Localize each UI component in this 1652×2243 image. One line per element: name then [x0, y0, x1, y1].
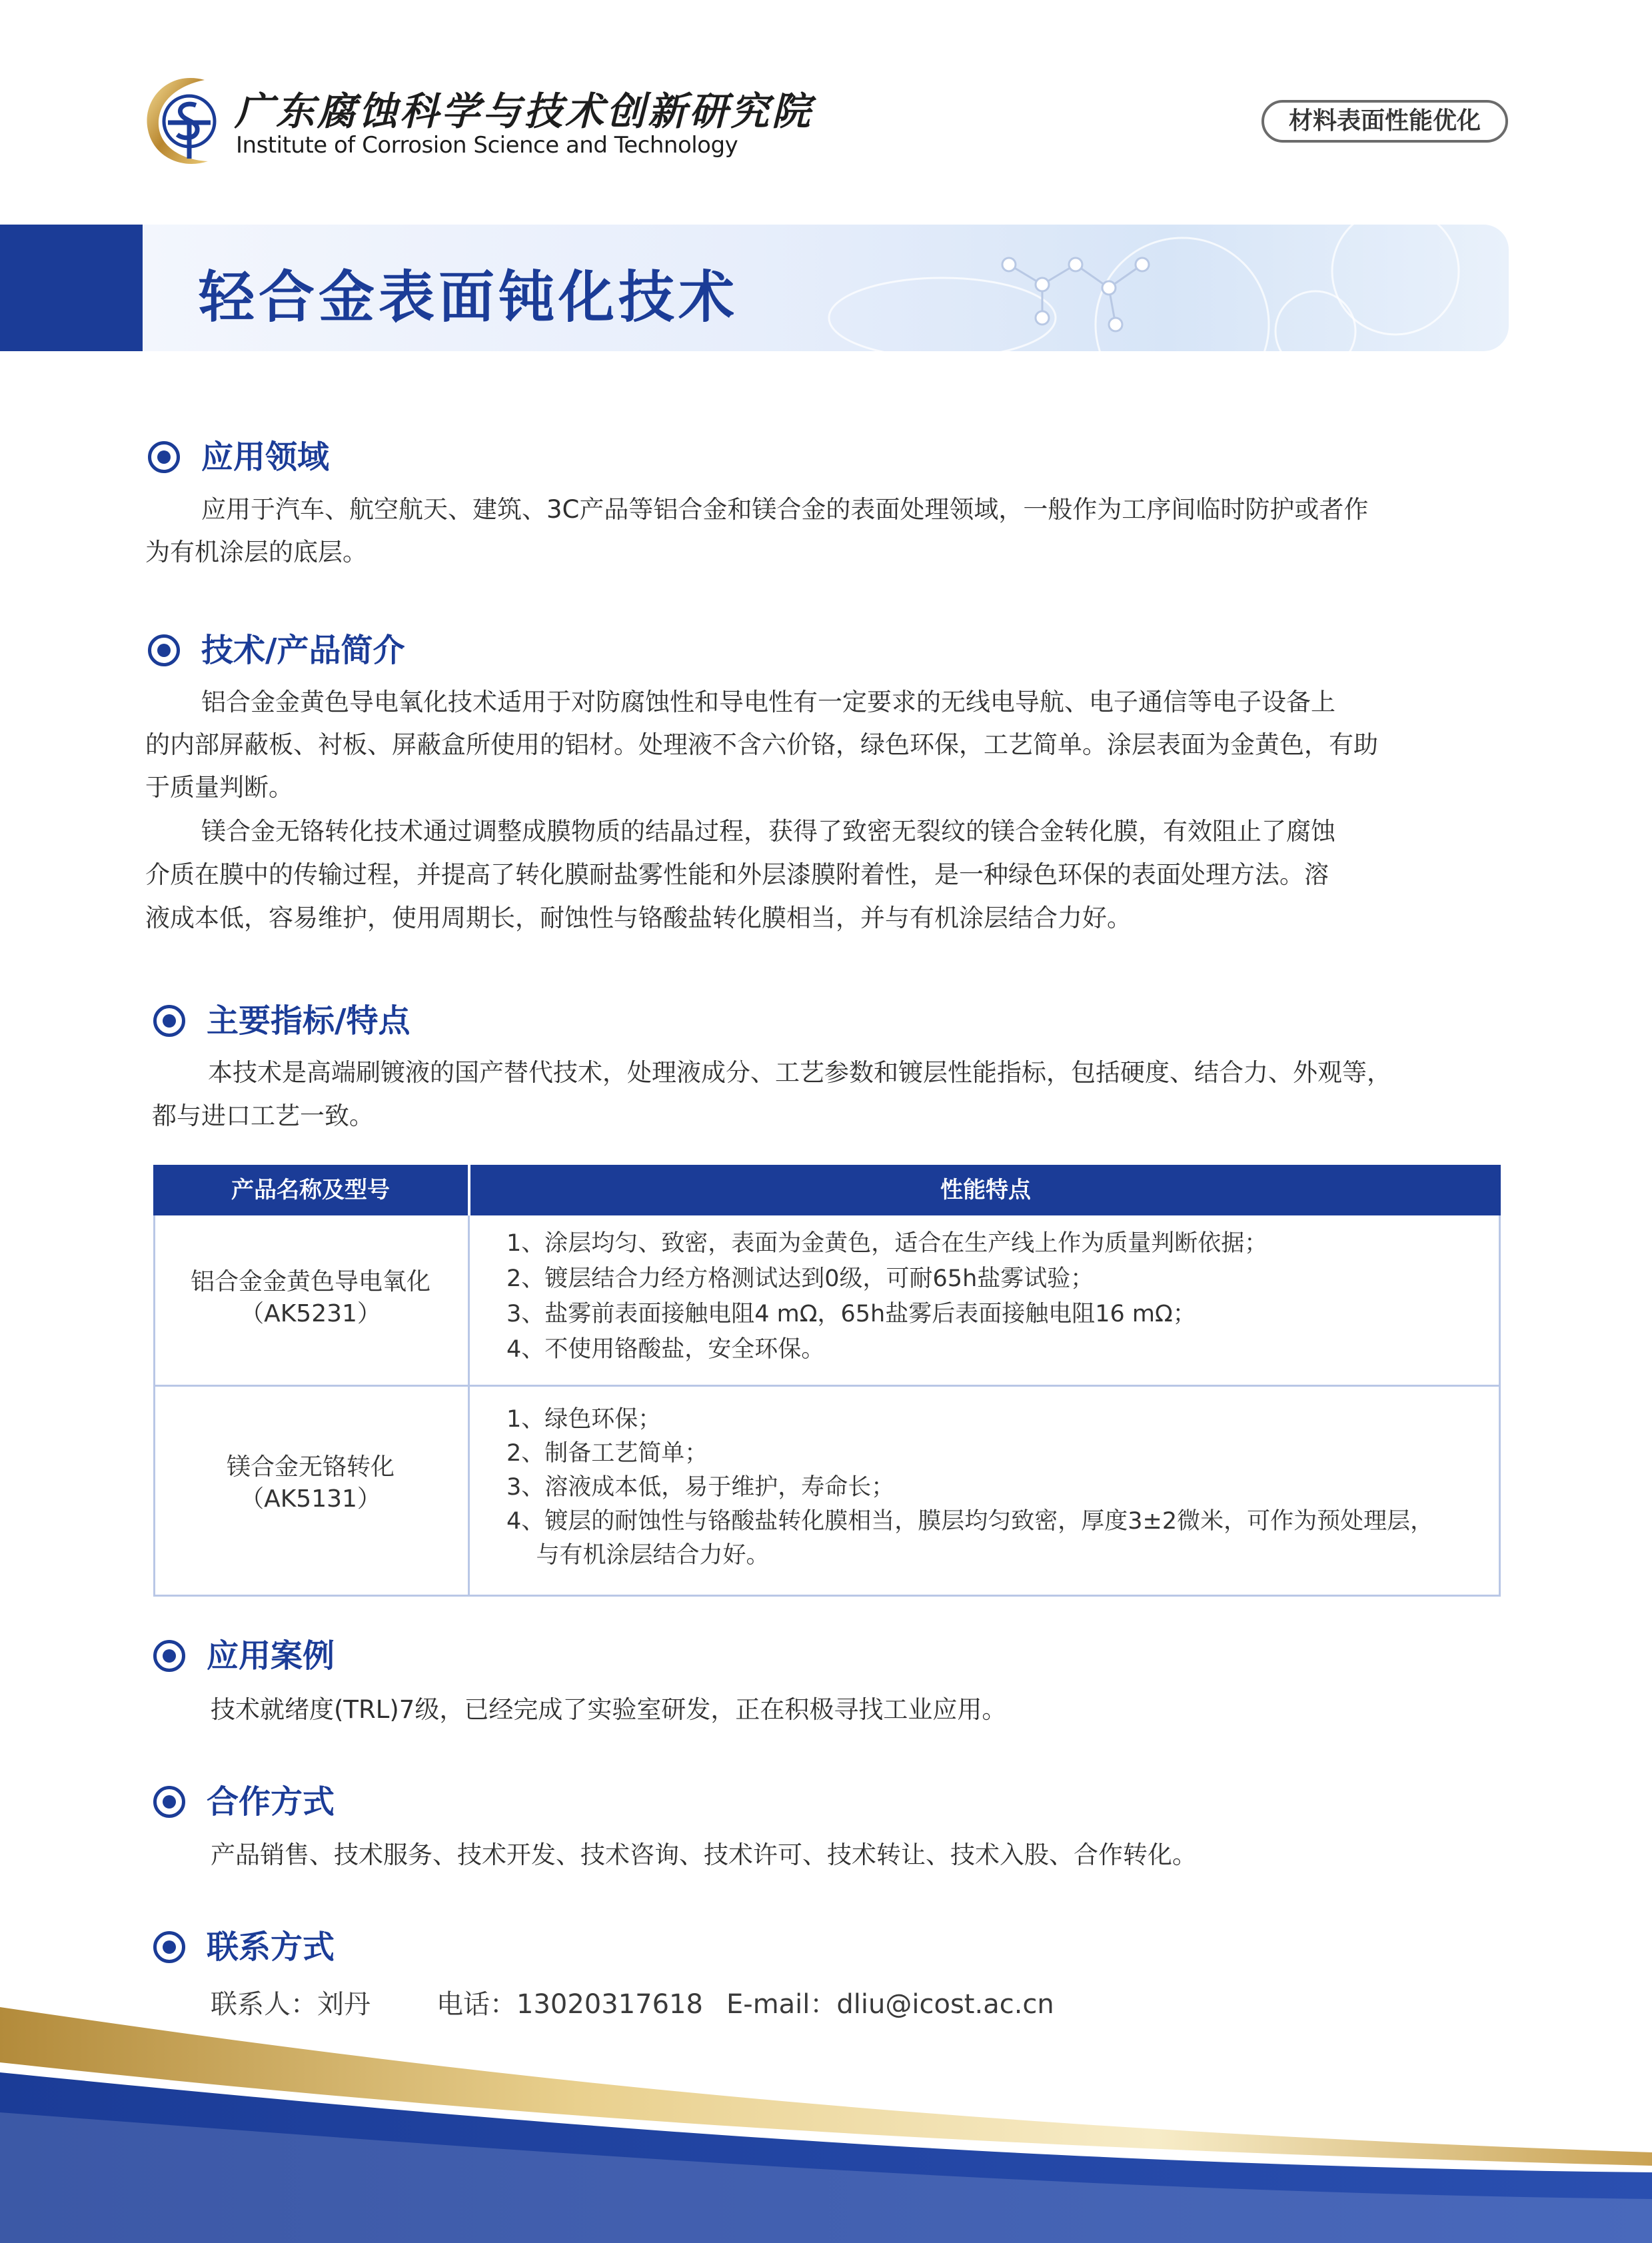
paragraph-line: 于质量判断。	[145, 773, 293, 802]
section-bullet-icon	[148, 441, 180, 473]
section-title: 联系方式	[207, 1928, 335, 1966]
section-bullet-icon	[153, 1931, 185, 1963]
contact-person: 联系人：刘丹	[211, 1989, 371, 2020]
paragraph-line: 的内部屏蔽板、衬板、屏蔽盒所使用的铝材。处理液不含六价铬，绿色环保，工艺简单。涂层表面为金黄色，有助	[145, 730, 1378, 759]
feature-line: 与有机涂层结合力好。	[506, 1542, 770, 1569]
paragraph-line: 本技术是高端刷镀液的国产替代技术，处理液成分、工艺参数和镀层性能指标，包括硬度、结合力、外观等，	[208, 1058, 1391, 1087]
title-banner	[143, 225, 1509, 351]
org-name-en: Institute of Corrosion Science and Technology	[236, 132, 738, 159]
section-title: 应用案例	[207, 1637, 335, 1675]
feature-line: 3、盐雾前表面接触电阻4 mΩ，65h盐雾后表面接触电阻16 mΩ；	[506, 1301, 1196, 1327]
org-name-cn: 广东腐蚀科学与技术创新研究院	[235, 89, 814, 134]
row-divider	[153, 1385, 1501, 1387]
product-table	[153, 1165, 1501, 1597]
section-bullet-icon	[153, 1640, 185, 1672]
page-title: 轻合金表面钝化技术	[199, 265, 739, 330]
section-bullet-icon	[153, 1786, 185, 1818]
section-bullet-icon	[148, 634, 180, 666]
feature-line: 4、不使用铬酸盐，安全环保。	[506, 1336, 825, 1363]
feature-line: 2、镀层结合力经方格测试达到0级，可耐65h盐雾试验；	[506, 1265, 1094, 1292]
paragraph-line: 镁合金无铬转化技术通过调整成膜物质的结晶过程，获得了致密无裂纹的镁合金转化膜，有效阻止了腐蚀	[201, 817, 1335, 846]
section-title: 主要指标/特点	[207, 1002, 411, 1040]
section-title: 技术/产品简介	[201, 632, 405, 669]
section-title: 合作方式	[207, 1783, 335, 1821]
paragraph-line: 产品销售、技术服务、技术开发、技术咨询、技术许可、技术转让、技术入股、合作转化。	[211, 1841, 1197, 1869]
section-bullet-icon	[153, 1005, 185, 1037]
feature-line: 1、涂层均匀、致密，表面为金黄色，适合在生产线上作为质量判断依据；	[506, 1230, 1268, 1257]
category-tag: 材料表面性能优化	[1261, 100, 1508, 143]
section-title: 应用领域	[201, 438, 330, 476]
product-name: 铝合金金黄色导电氧化	[190, 1268, 430, 1295]
banner-accent-bar	[0, 225, 143, 351]
feature-line: 2、制备工艺简单；	[506, 1440, 708, 1467]
feature-line: 4、镀层的耐蚀性与铬酸盐转化膜相当，膜层均匀致密，厚度3±2微米，可作为预处理层，	[506, 1508, 1434, 1535]
paragraph-line: 应用于汽车、航空航天、建筑、3C产品等铝合金和镁合金的表面处理领域，一般作为工序间临时防护或者作	[201, 495, 1369, 524]
product-model: （AK5131）	[240, 1485, 381, 1513]
paragraph-line: 都与进口工艺一致。	[152, 1102, 374, 1130]
institute-logo	[141, 73, 814, 173]
contact-email[interactable]: E-mail：dliu@icost.ac.cn	[726, 1989, 1054, 2020]
paragraph-line: 为有机涂层的底层。	[145, 538, 367, 566]
table-header-cell: 产品名称及型号	[231, 1177, 390, 1203]
paragraph-line: 铝合金金黄色导电氧化技术适用于对防腐蚀性和导电性有一定要求的无线电导航、电子通信等电子设备上	[201, 688, 1335, 716]
feature-line: 1、绿色环保；	[506, 1406, 662, 1433]
paragraph-line: 介质在膜中的传输过程，并提高了转化膜耐盐雾性能和外层漆膜附着性，是一种绿色环保的表面处理方法。溶	[145, 860, 1329, 889]
table-header-cell: 性能特点	[940, 1177, 1031, 1203]
product-model: （AK5231）	[240, 1300, 381, 1327]
feature-line: 3、溶液成本低，易于维护，寿命长；	[506, 1474, 895, 1501]
column-divider	[468, 1215, 470, 1597]
product-name: 镁合金无铬转化	[226, 1453, 395, 1481]
institute-emblem-icon	[141, 73, 228, 170]
paragraph-line: 技术就绪度(TRL)7级，已经完成了实验室研发，正在积极寻找工业应用。	[211, 1695, 1007, 1724]
paragraph-line: 液成本低，容易维护，使用周期长，耐蚀性与铬酸盐转化膜相当，并与有机涂层结合力好。	[145, 904, 1132, 932]
contact-phone: 电话：13020317618	[436, 1989, 703, 2020]
